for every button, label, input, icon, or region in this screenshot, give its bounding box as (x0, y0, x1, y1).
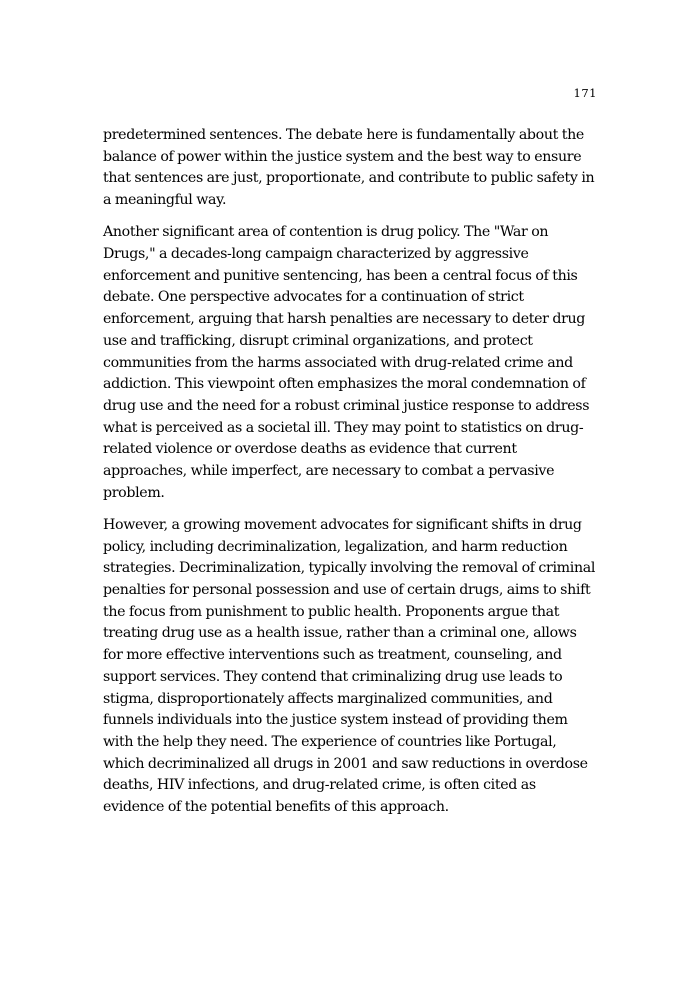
paragraph-3: However, a growing movement advocates for significant shifts in drug policy, including decriminalization, legalization, and harm reduction strategies. Decriminalization, typically involving the removal of criminal penalties for personal possession and use of certain drugs, aims to shift the focus from punishment to public health. Proponents argue that treating drug use as a health issue, rather than a criminal one, allows for more effective interventions such as treatment, counseling, and support services. They contend that criminalizing drug use leads to stigma, disproportionately affects marginalized communities, and funnels individuals into the justice system instead of providing them with the help they need. The experience of countries like Portugal, which decriminalized all drugs in 2001 and saw reductions in overdose deaths, HIV infections, and drug-related crime, is often cited as evidence of the potential benefits of this approach. (103, 516, 596, 816)
body-text (103, 125, 597, 829)
paragraph-2: Another significant area of contention is drug policy. The "War on Drugs," a decades-long campaign characterized by aggressive enforcement and punitive sentencing, has been a central focus of this debate. One perspective advocates for a continuation of strict enforcement, arguing that harsh penalties are necessary to deter drug use and trafficking, disrupt criminal organizations, and protect communities from the harms associated with drug-related crime and addiction. This viewpoint often emphasizes the moral condemnation of drug use and the need for a robust criminal justice response to address what is perceived as a societal ill. They may point to statistics on drug-related violence or overdose deaths as evidence that current approaches, while imperfect, are necessary to combat a pervasive problem. (103, 224, 590, 501)
paragraph-1: predetermined sentences. The debate here is fundamentally about the balance of power within the justice system and the best way to ensure that sentences are just, proportionate, and contribute to public safety in a meaningful way. (103, 127, 595, 209)
page-number: 171 (573, 86, 597, 100)
